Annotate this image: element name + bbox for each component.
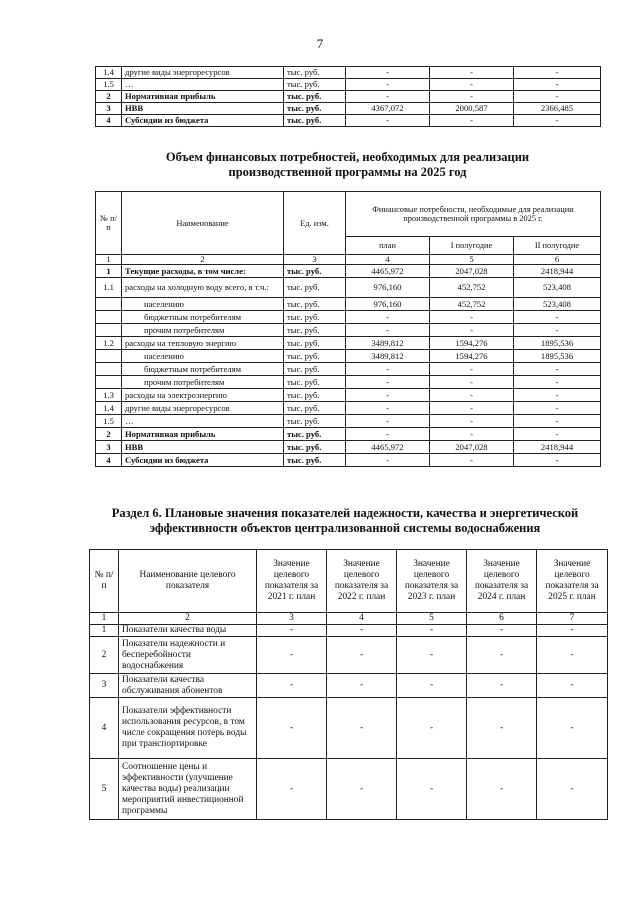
indicator-value: - [537, 625, 608, 637]
indicator-value: - [257, 759, 327, 820]
header-name: Наименование [122, 192, 284, 255]
value-half2: 523,408 [514, 298, 601, 311]
value-half1: 452,752 [430, 278, 514, 298]
row-number: 5 [90, 759, 119, 820]
value-half2: - [514, 79, 601, 91]
value-half2: - [514, 91, 601, 103]
table-row [96, 298, 601, 311]
table-row [96, 363, 601, 376]
value-half2: 2418,944 [514, 441, 601, 454]
indicator-value: - [257, 637, 327, 674]
row-number: 3 [96, 441, 122, 454]
table-row [90, 759, 608, 820]
table-row [96, 337, 601, 350]
value-plan: - [346, 115, 430, 127]
section6-title: Раздел 6. Плановые значения показателей надежности, качества и энергетической эффективности объектов централизованной системы водоснабжения [111, 506, 579, 535]
row-unit: тыс. руб. [284, 350, 346, 363]
indicator-value: - [257, 698, 327, 759]
continued-budget-table [95, 66, 601, 127]
value-plan: - [346, 363, 430, 376]
indicator-value: - [397, 637, 467, 674]
row-number: 1.2 [96, 337, 122, 350]
value-half1: - [430, 415, 514, 428]
row-unit: тыс. руб. [284, 402, 346, 415]
value-half1: - [430, 454, 514, 467]
row-name: другие виды энергоресурсов [122, 67, 284, 79]
row-number: 2 [96, 428, 122, 441]
indicator-value: - [397, 625, 467, 637]
row-name: … [122, 415, 284, 428]
row-number [96, 298, 122, 311]
table-row [96, 278, 601, 298]
table-row [96, 67, 601, 79]
value-plan: - [346, 415, 430, 428]
value-half2: 2366,485 [514, 103, 601, 115]
indicator-name: Показатели эффективности использования ресурсов, в том числе сокращения потерь воды при транспортировке [119, 698, 257, 759]
header-unit: Ед. изм. [284, 192, 346, 255]
value-plan: - [346, 311, 430, 324]
value-half2: - [514, 324, 601, 337]
indicator-name: Соотношение цены и эффективности (улучшение качества воды) реализации мероприятий инвестиционной программы [119, 759, 257, 820]
row-number: 4 [96, 454, 122, 467]
header-financial-needs: Финансовые потребности, необходимые для реализации производственной программы в 2025 г. [346, 192, 601, 237]
value-plan: 3489,812 [346, 337, 430, 350]
column-number: 7 [537, 613, 608, 625]
row-number [96, 324, 122, 337]
row-number: 2 [90, 637, 119, 674]
row-name: населению [122, 298, 284, 311]
row-number: 1.4 [96, 67, 122, 79]
table-row [90, 637, 608, 674]
value-plan: 4367,072 [346, 103, 430, 115]
row-unit: тыс. руб. [284, 91, 346, 103]
value-plan: - [346, 91, 430, 103]
value-half1: - [430, 91, 514, 103]
financial-needs-title: Объем финансовых потребностей, необходимых для реализации производственной программы на 2025 год [165, 150, 530, 179]
indicator-value: - [537, 674, 608, 698]
value-half1: - [430, 324, 514, 337]
row-name: другие виды энергоресурсов [122, 402, 284, 415]
value-half2: - [514, 363, 601, 376]
header-year-value: Значение целевого показателя за 2023 г. план [397, 550, 467, 613]
page-number: 7 [316, 36, 324, 51]
row-unit: тыс. руб. [284, 311, 346, 324]
row-unit: тыс. руб. [284, 67, 346, 79]
table-row [96, 402, 601, 415]
row-number: 1.1 [96, 278, 122, 298]
value-half1: 452,752 [430, 298, 514, 311]
column-number: 3 [257, 613, 327, 625]
row-unit: тыс. руб. [284, 363, 346, 376]
table-row [96, 311, 601, 324]
indicator-value: - [327, 674, 397, 698]
row-name: расходы на тепловую энергию [122, 337, 284, 350]
indicator-name: Показатели надежности и бесперебойности водоснабжения [119, 637, 257, 674]
value-half1: - [430, 428, 514, 441]
value-half2: 1895,536 [514, 350, 601, 363]
row-number: 3 [96, 103, 122, 115]
row-unit: тыс. руб. [284, 278, 346, 298]
value-half1: 2000,587 [430, 103, 514, 115]
row-number [96, 363, 122, 376]
column-number: 4 [327, 613, 397, 625]
value-plan: 4465,972 [346, 265, 430, 278]
indicator-value: - [467, 637, 537, 674]
column-number: 1 [90, 613, 119, 625]
value-plan: 4465,972 [346, 441, 430, 454]
value-half1: - [430, 311, 514, 324]
value-half1: - [430, 67, 514, 79]
header-year-value: Значение целевого показателя за 2022 г. план [327, 550, 397, 613]
indicator-value: - [537, 698, 608, 759]
row-number: 1.5 [96, 415, 122, 428]
value-half2: 523,408 [514, 278, 601, 298]
row-name: расходы на холодную воду всего, в т.ч.: [122, 278, 284, 298]
row-name: расходы на электроэнергию [122, 389, 284, 402]
value-half1: - [430, 376, 514, 389]
value-plan: - [346, 67, 430, 79]
row-unit: тыс. руб. [284, 324, 346, 337]
value-plan: - [346, 402, 430, 415]
header-num: № п/п [96, 192, 122, 255]
column-number: 2 [119, 613, 257, 625]
value-half1: - [430, 402, 514, 415]
row-name: … [122, 79, 284, 91]
column-number: 6 [467, 613, 537, 625]
table-row [96, 376, 601, 389]
column-numbers-row [90, 613, 608, 625]
value-plan: - [346, 79, 430, 91]
value-plan: - [346, 389, 430, 402]
header-plan: план [346, 237, 430, 255]
row-number: 1 [90, 625, 119, 637]
indicator-name: Показатели качества обслуживания абонентов [119, 674, 257, 698]
indicator-value: - [327, 625, 397, 637]
table-row [96, 415, 601, 428]
value-half2: - [514, 428, 601, 441]
column-number: 6 [514, 255, 601, 265]
row-unit: тыс. руб. [284, 337, 346, 350]
financial-needs-table [95, 191, 601, 467]
indicator-value: - [257, 674, 327, 698]
row-unit: тыс. руб. [284, 454, 346, 467]
value-half2: - [514, 311, 601, 324]
row-unit: тыс. руб. [284, 115, 346, 127]
column-number: 4 [346, 255, 430, 265]
value-half1: - [430, 79, 514, 91]
row-number: 1 [96, 265, 122, 278]
row-number: 1.4 [96, 402, 122, 415]
indicator-value: - [537, 637, 608, 674]
table-row [96, 454, 601, 467]
table-row [96, 115, 601, 127]
target-indicators-table [89, 549, 608, 820]
value-plan: - [346, 324, 430, 337]
value-half2: - [514, 376, 601, 389]
row-unit: тыс. руб. [284, 265, 346, 278]
value-half1: - [430, 389, 514, 402]
table-row [96, 79, 601, 91]
row-unit: тыс. руб. [284, 428, 346, 441]
row-name: Нормативная прибыль [122, 91, 284, 103]
value-half2: 1895,536 [514, 337, 601, 350]
value-half1: 1594,276 [430, 350, 514, 363]
row-name: бюджетным потребителям [122, 363, 284, 376]
value-plan: - [346, 376, 430, 389]
row-name: населению [122, 350, 284, 363]
value-half1: - [430, 363, 514, 376]
indicator-value: - [397, 759, 467, 820]
value-half2: - [514, 415, 601, 428]
value-half1: - [430, 115, 514, 127]
table-row [96, 103, 601, 115]
row-unit: тыс. руб. [284, 298, 346, 311]
table-row [96, 389, 601, 402]
column-number: 3 [284, 255, 346, 265]
header-half1: I полугодие [430, 237, 514, 255]
table-row [96, 350, 601, 363]
value-plan: 976,160 [346, 298, 430, 311]
indicator-value: - [537, 759, 608, 820]
column-number: 2 [122, 255, 284, 265]
indicator-value: - [327, 637, 397, 674]
indicator-value: - [467, 759, 537, 820]
row-unit: тыс. руб. [284, 103, 346, 115]
row-number: 1.3 [96, 389, 122, 402]
row-name: прочим потребителям [122, 324, 284, 337]
table-row [96, 91, 601, 103]
row-name: Текущие расходы, в том числе: [122, 265, 284, 278]
row-unit: тыс. руб. [284, 389, 346, 402]
row-number: 4 [96, 115, 122, 127]
column-numbers-row [96, 255, 601, 265]
indicator-value: - [257, 625, 327, 637]
row-unit: тыс. руб. [284, 415, 346, 428]
value-half2: - [514, 454, 601, 467]
indicator-value: - [467, 674, 537, 698]
header-year-value: Значение целевого показателя за 2021 г. план [257, 550, 327, 613]
row-name: НВВ [122, 441, 284, 454]
row-name: бюджетным потребителям [122, 311, 284, 324]
row-number [96, 350, 122, 363]
value-half2: - [514, 67, 601, 79]
value-half2: - [514, 389, 601, 402]
value-plan: - [346, 454, 430, 467]
table-row [90, 698, 608, 759]
value-plan: 3489,812 [346, 350, 430, 363]
value-plan: 976,160 [346, 278, 430, 298]
column-number: 5 [397, 613, 467, 625]
row-number: 1.5 [96, 79, 122, 91]
indicator-value: - [397, 674, 467, 698]
header-num: № п/ п [90, 550, 119, 613]
row-unit: тыс. руб. [284, 79, 346, 91]
row-number: 4 [90, 698, 119, 759]
row-number [96, 311, 122, 324]
value-half1: 1594,276 [430, 337, 514, 350]
indicator-name: Показатели качества воды [119, 625, 257, 637]
table-row [90, 625, 608, 637]
indicator-value: - [467, 625, 537, 637]
header-year-value: Значение целевого показателя за 2025 г. план [537, 550, 608, 613]
row-name: НВВ [122, 103, 284, 115]
table-row [90, 674, 608, 698]
value-half2: 2418,944 [514, 265, 601, 278]
indicator-value: - [327, 698, 397, 759]
row-number: 2 [96, 91, 122, 103]
indicator-value: - [397, 698, 467, 759]
value-half2: - [514, 115, 601, 127]
indicator-value: - [467, 698, 537, 759]
table-row [96, 265, 601, 278]
row-name: Нормативная прибыль [122, 428, 284, 441]
row-name: Субсидии из бюджета [122, 454, 284, 467]
row-name: прочим потребителям [122, 376, 284, 389]
header-half2: II полугодие [514, 237, 601, 255]
value-half2: - [514, 402, 601, 415]
table-row [96, 324, 601, 337]
row-unit: тыс. руб. [284, 376, 346, 389]
header-indicator-name: Наименование целевого показателя [119, 550, 257, 613]
column-number: 5 [430, 255, 514, 265]
header-year-value: Значение целевого показателя за 2024 г. план [467, 550, 537, 613]
row-number [96, 376, 122, 389]
indicator-value: - [327, 759, 397, 820]
table-row [96, 428, 601, 441]
row-number: 3 [90, 674, 119, 698]
column-number: 1 [96, 255, 122, 265]
row-name: Субсидии из бюджета [122, 115, 284, 127]
value-plan: - [346, 428, 430, 441]
value-half1: 2047,028 [430, 265, 514, 278]
table-row [96, 441, 601, 454]
row-unit: тыс. руб. [284, 441, 346, 454]
value-half1: 2047,028 [430, 441, 514, 454]
